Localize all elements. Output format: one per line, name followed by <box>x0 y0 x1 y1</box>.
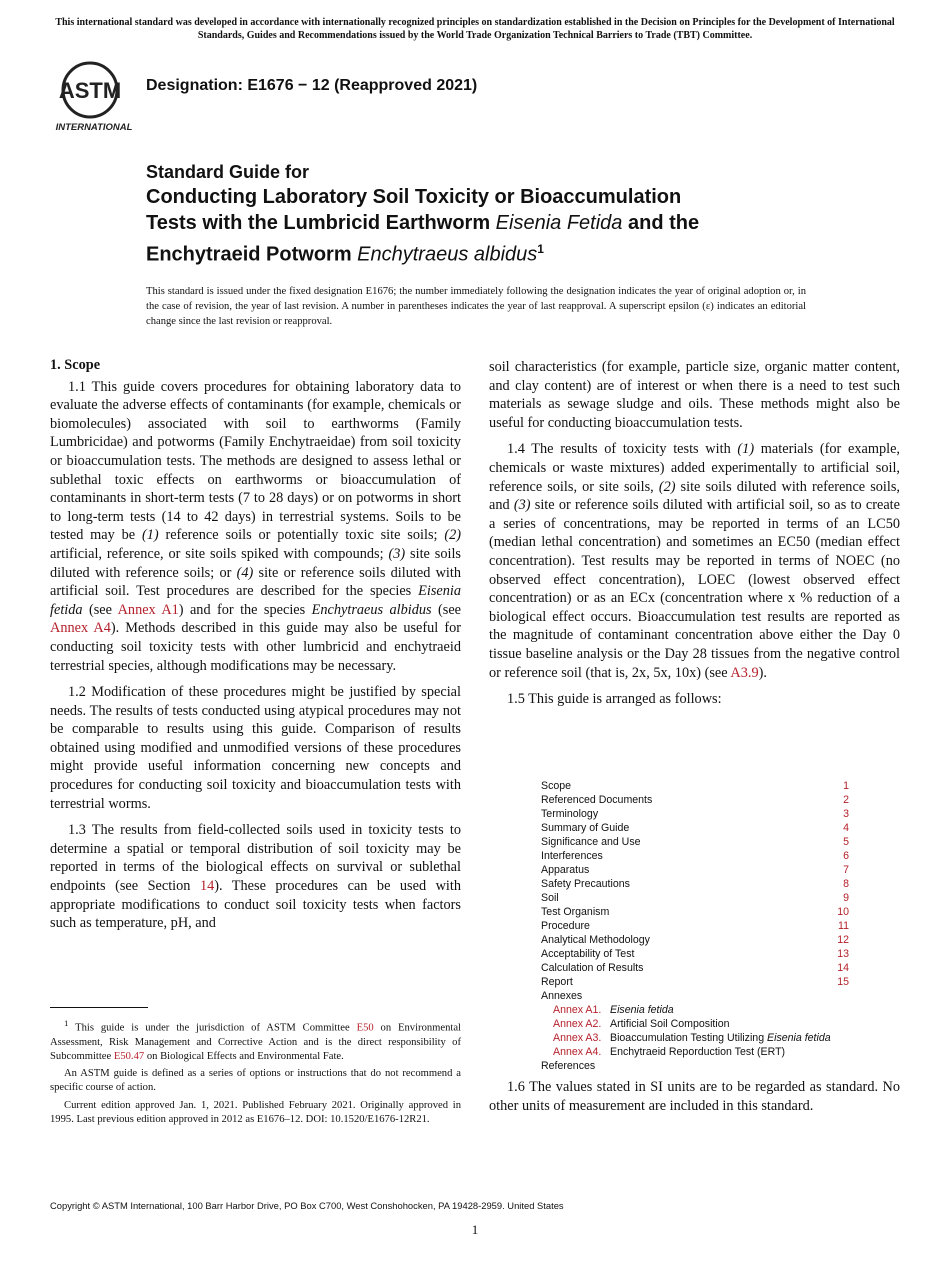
toc-row[interactable] <box>541 947 849 961</box>
para-1-1: 1.1 This guide covers procedures for obtaining laboratory data to evaluate the adverse effects of contaminants (for example, chemicals or biomolecules) associated with soil to earthworms (Family Lumbricidae) and potworms (Family Enchytraeidae) from soil toxicity or bioaccumulation tests. The methods are designed to assess lethal or sublethal toxic effects on earthworms or bioaccumulation of contaminants in short-term tests (7 to 28 days) or on potworms in short to long-term tests (14 to 42 days) in terrestrial systems. Soils to be tested may be (1) reference soils or potentially toxic site soils; (2) artificial, reference, or site soils spiked with compounds; (3) site soils diluted with reference soils; or (4) site or reference soils diluted with artificial soil. Test procedures are described for the species Eisenia fetida (see Annex A1) and for the species Enchytraeus albidus (see Annex A4). Methods described in this guide may also be useful for conducting soil toxicity tests with other lumbricid and enchytraeid terrestrial species, although modifications may be necessary. <box>50 378 462 674</box>
toc-label: Test Organism <box>541 906 610 918</box>
toc-row[interactable] <box>541 821 849 835</box>
footnotes <box>50 1016 461 1130</box>
toc-label: Significance and Use <box>541 836 641 848</box>
toc-annexes-label: Annexes <box>541 990 583 1002</box>
toc-label: Apparatus <box>541 864 590 876</box>
e50-link[interactable]: E50 <box>356 1022 374 1034</box>
toc-label: Soil <box>541 892 559 904</box>
designation: Designation: E1676 − 12 (Reapproved 2021) <box>146 77 478 94</box>
toc-section-number[interactable]: 15 <box>837 976 849 988</box>
toc-label: Interferences <box>541 850 603 862</box>
title-line2c: and the <box>622 212 700 234</box>
para-1-2: 1.2 Modification of these procedures might be justified by special needs. The results of tests conducted using atypical procedures may not be comparable to results using this guide. Comparison of results obtained using modified and unmodified versions of these procedures might provide useful information concerning new concepts and procedures for conducting soil toxicity and bioaccumulation tests with terrestrial worms. <box>50 684 461 812</box>
footnote-1: $^1$ This guide is under the jurisdiction of ASTM Committee E50 on Environmental Assessment, Risk Management and Corrective Action and is the direct responsibility of Subcommittee E50.47 on Biological Effects and Environmental Fate. <box>50 1018 461 1062</box>
para-1-6: 1.6 The values stated in SI units are to be regarded as standard. No other units of measurement are included in this standard. <box>489 1079 900 1114</box>
toc-section-number[interactable]: 8 <box>843 878 849 890</box>
footnote-3: Current edition approved Jan. 1, 2021. Published February 2021. Originally approved in 1995. Last previous edition approved in 2012 as E1676–12. DOI: 10.1520/E1676-12R21. <box>50 1099 461 1125</box>
right-column-lower <box>489 1078 900 1123</box>
toc-label: Procedure <box>541 920 590 932</box>
toc-label: Terminology <box>541 808 599 820</box>
toc-label: Scope <box>541 780 572 792</box>
toc-section-number[interactable]: 13 <box>837 948 849 960</box>
title-lead: Standard Guide for <box>146 162 310 182</box>
toc-annex-a3[interactable]: Annex A3. Bioaccumulation Testing Utilizing Eisenia fetida <box>553 1032 831 1044</box>
toc-row[interactable] <box>541 961 849 975</box>
footnote-2: An ASTM guide is defined as a series of options or instructions that do not recommend a specific course of action. <box>50 1068 461 1094</box>
section-heading-scope: 1. Scope <box>50 357 101 373</box>
toc-row[interactable] <box>541 793 849 807</box>
toc-references-label: References <box>541 1060 596 1072</box>
a3-9-link[interactable]: A3.9 <box>730 664 759 681</box>
toc-label: Safety Precautions <box>541 878 630 890</box>
page-number: 1 <box>471 1222 479 1237</box>
toc-row[interactable] <box>541 919 849 933</box>
left-column <box>50 356 461 941</box>
toc-row[interactable] <box>541 933 849 947</box>
table-of-contents <box>541 779 849 1073</box>
toc-section-number[interactable]: 6 <box>843 850 849 862</box>
title-line3a: Enchytraeid Potworm <box>146 243 358 266</box>
toc-section-number[interactable]: 12 <box>837 934 849 946</box>
toc-row[interactable] <box>541 807 849 821</box>
toc-section-number[interactable]: 10 <box>837 906 849 918</box>
toc-section-number[interactable]: 7 <box>843 864 849 876</box>
svg-text:ASTM: ASTM <box>58 78 122 103</box>
svg-text:INTERNATIONAL: INTERNATIONAL <box>55 122 133 132</box>
title-species1: Eisenia Fetida <box>495 212 623 234</box>
toc-row[interactable] <box>541 877 849 891</box>
toc-annex-a4[interactable]: Annex A4. Enchytraeid Reporduction Test (ERT) <box>553 1046 786 1058</box>
para-1-5: 1.5 This guide is arranged as follows: <box>507 691 722 708</box>
toc-section-number[interactable]: 11 <box>838 920 849 932</box>
issuance-note: This standard is issued under the fixed designation E1676; the number immediately following the designation indicates the year of original adoption or, in the case of revision, the year of last revision. A number in parentheses indicates the year of last reapproval. A superscript epsilon (ε) indicates an editorial change since the last revision or reapproval. <box>146 286 806 327</box>
title-line1: Conducting Laboratory Soil Toxicity or Bioaccumulation <box>146 186 682 208</box>
section-14-link[interactable]: 14 <box>199 878 215 895</box>
copyright: Copyright © ASTM International, 100 Barr Harbor Drive, PO Box C700, West Conshohocken, PA 19428-2959. United States <box>50 1200 564 1211</box>
para-1-3-cont: soil characteristics (for example, particle size, organic matter content, and clay content) are of interest or when there is a need to test such materials as sewage sludge and oils. These methods might also be useful for conducting bioaccumulation tests. <box>489 359 900 431</box>
toc-label: Acceptability of Test <box>541 948 635 960</box>
e50-47-link[interactable]: E50.47 <box>113 1050 145 1062</box>
toc-row[interactable] <box>541 905 849 919</box>
toc-section-number[interactable]: 9 <box>843 892 849 904</box>
toc-label: Summary of Guide <box>541 822 630 834</box>
toc-label: Calculation of Results <box>541 962 644 974</box>
title-line2a: Tests with the Lumbricid Earthworm <box>146 212 496 234</box>
toc-row[interactable] <box>541 849 849 863</box>
footnote-rule <box>50 1007 148 1008</box>
toc-section-number[interactable]: 1 <box>843 780 849 792</box>
toc-section-number[interactable]: 5 <box>843 836 849 848</box>
toc-annex-a2[interactable]: Annex A2. Artificial Soil Composition <box>553 1018 730 1030</box>
toc-row[interactable] <box>541 835 849 849</box>
toc-row[interactable] <box>541 863 849 877</box>
wto-notice: This international standard was developed in accordance with internationally recognized principles on standardization established in the Decision on Principles for the Development of International Standards, Guides and Recommendations issued by the World Trade Organization Technical Barriers to Trade (TBT) Committee. <box>55 17 895 41</box>
toc-row[interactable] <box>541 891 849 905</box>
toc-row[interactable] <box>541 975 849 989</box>
para-1-4: 1.4 The results of toxicity tests with (1) materials (for example, chemicals or waste mixtures) added experimentally to artificial soil, reference soils, or site soils, (2) site soils diluted with reference soils, and (3) site or reference soils diluted with artificial soil, so as to create a series of concentrations, may be reported in terms of an LC50 (median lethal concentration) and sometimes an EC50 (median effect concentration). Test results may be reported in terms of NOEC (no observed effect concentration), LOEC (lowest observed effect concentration) or as an ECx (concentration where x % reduction of a biological effect occurs. Bioaccumulation test results are reported as the magnitude of contaminant concentration above either the Day 0 tissue baseline analysis or the Day 28 tissues from the negative control or reference soil (that is, 2x, 5x, 10x) (see A3.9). <box>489 441 901 681</box>
toc-section-number[interactable]: 2 <box>843 794 849 806</box>
toc-section-number[interactable]: 3 <box>843 808 849 820</box>
document-title <box>146 160 866 268</box>
annex-a4-link[interactable]: Annex A4 <box>50 620 111 637</box>
para-1-3: 1.3 The results from field-collected soils used in toxicity tests to determine a spatial or temporal distribution of soil toxicity may be reported in terms of the biological effects on survival or sublethal endpoints (see Section 14). These procedures can be used with appropriate modifications to conduct soil toxicity tests when factors such as temperature, pH, and <box>50 822 461 932</box>
toc-label: Referenced Documents <box>541 794 653 806</box>
toc-section-number[interactable]: 14 <box>837 962 849 974</box>
title-species2: Enchytraeus albidus <box>357 243 538 266</box>
toc-label: Analytical Methodology <box>541 934 650 946</box>
toc-label: Report <box>541 976 573 988</box>
toc-annex-a1[interactable]: Annex A1. Eisenia fetida <box>553 1004 674 1016</box>
astm-logo <box>52 60 134 132</box>
toc-section-number[interactable]: 4 <box>843 822 849 834</box>
title-footnote-mark: 1 <box>537 242 544 256</box>
annex-a1-link[interactable]: Annex A1 <box>117 601 179 618</box>
toc-row[interactable] <box>541 779 849 793</box>
right-column <box>489 358 900 717</box>
